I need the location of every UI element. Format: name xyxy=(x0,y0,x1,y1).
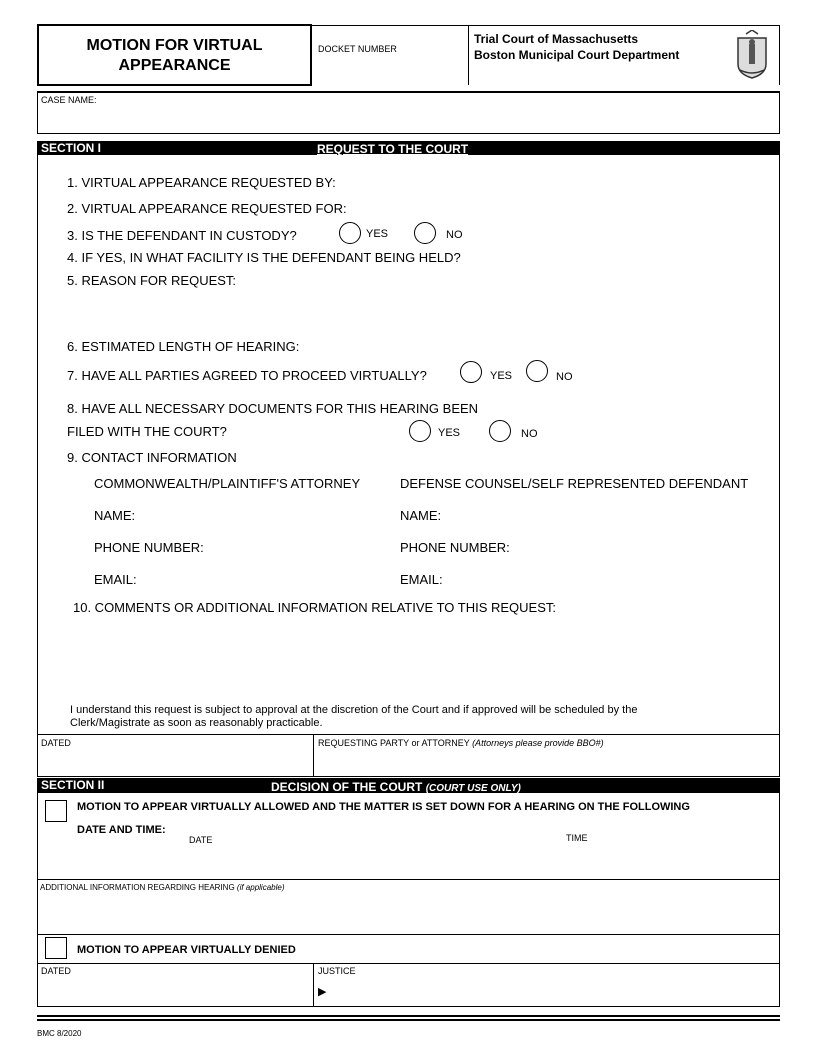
section-1-bar xyxy=(37,141,780,155)
q8-no-label: NO xyxy=(521,428,538,440)
hearing-date-label: DATE xyxy=(189,835,213,845)
section-2-title-text: DECISION OF THE COURT xyxy=(271,780,423,794)
denied-text: MOTION TO APPEAR VIRTUALLY DENIED xyxy=(77,944,296,956)
q8-no-radio[interactable] xyxy=(489,420,511,442)
section-2-bar xyxy=(37,778,780,793)
section-1-left-border xyxy=(37,155,38,734)
additional-info-text: ADDITIONAL INFORMATION REGARDING HEARING xyxy=(40,883,235,892)
form-title-line2: APPEARANCE xyxy=(118,57,231,74)
footer-double-rule xyxy=(37,1015,780,1021)
additional-info-note: (if applicable) xyxy=(236,883,285,892)
contact-right-heading: DEFENSE COUNSEL/SELF REPRESENTED DEFENDANT xyxy=(400,476,749,491)
q7-no-radio[interactable] xyxy=(526,360,548,382)
form-code: BMC 8/2020 xyxy=(37,1029,82,1038)
section-2-title-note: (COURT USE ONLY) xyxy=(425,783,521,794)
docket-box xyxy=(312,25,469,85)
form-title-line1: MOTION FOR VIRTUAL xyxy=(86,37,263,54)
section-2-label: SECTION II xyxy=(41,778,105,792)
court-line2: Boston Municipal Court Department xyxy=(474,48,680,62)
q7-parties-agreed: 7. HAVE ALL PARTIES AGREED TO PROCEED VIRTUALLY? xyxy=(67,368,427,383)
court-name xyxy=(474,31,679,63)
section-2-dated-label: DATED xyxy=(41,966,71,976)
disclaimer-line2: Clerk/Magistrate as soon as reasonably practicable. xyxy=(70,717,323,729)
dated-label: DATED xyxy=(41,738,71,748)
allowed-text-line2: DATE AND TIME: xyxy=(77,824,166,836)
contact-right-phone: PHONE NUMBER: xyxy=(400,540,510,555)
requesting-party-note: (Attorneys please provide BBO#) xyxy=(472,738,604,748)
contact-left-heading: COMMONWEALTH/PLAINTIFF'S ATTORNEY xyxy=(94,476,361,491)
additional-info-label xyxy=(40,883,285,892)
court-line1: Trial Court of Massachusetts xyxy=(474,32,639,46)
q3-no-radio[interactable] xyxy=(414,222,436,244)
q9-contact-info: 9. CONTACT INFORMATION xyxy=(67,450,237,465)
q10-comments: 10. COMMENTS OR ADDITIONAL INFORMATION RELATIVE TO THIS REQUEST: xyxy=(73,600,556,615)
q3-yes-label: YES xyxy=(366,228,389,240)
q3-yes-radio[interactable] xyxy=(339,222,361,244)
allowed-checkbox[interactable] xyxy=(45,800,67,822)
massachusetts-seal-icon xyxy=(734,30,770,80)
contact-left-email: EMAIL: xyxy=(94,572,137,587)
contact-left-name: NAME: xyxy=(94,508,136,523)
denied-checkbox[interactable] xyxy=(45,937,67,959)
allowed-text-line1: MOTION TO APPEAR VIRTUALLY ALLOWED AND THE MATTER IS SET DOWN FOR A HEARING ON THE FOLLOWING xyxy=(77,801,690,813)
justice-label: JUSTICE xyxy=(318,966,356,976)
q8-documents-filed-line2: FILED WITH THE COURT? xyxy=(67,424,227,439)
section-2-title xyxy=(271,780,521,796)
requesting-party-text: REQUESTING PARTY or ATTORNEY xyxy=(318,738,470,748)
q7-yes-label: YES xyxy=(490,370,513,382)
case-name-label: CASE NAME: xyxy=(41,95,97,105)
q3-no-label: NO xyxy=(446,229,463,241)
section-1-title: REQUEST TO THE COURT xyxy=(317,142,469,156)
q7-yes-radio[interactable] xyxy=(460,361,482,383)
q3-in-custody: 3. IS THE DEFENDANT IN CUSTODY? xyxy=(67,228,297,243)
q4-facility: 4. IF YES, IN WHAT FACILITY IS THE DEFENDANT BEING HELD? xyxy=(67,250,461,265)
case-name-box xyxy=(37,91,780,134)
hearing-time-label: TIME xyxy=(566,833,588,843)
q7-no-label: NO xyxy=(556,371,573,383)
justice-divider xyxy=(313,963,314,1007)
q8-yes-radio[interactable] xyxy=(409,420,431,442)
form-title xyxy=(37,36,312,76)
contact-left-phone: PHONE NUMBER: xyxy=(94,540,204,555)
dated-divider xyxy=(313,734,314,777)
section-1-label: SECTION I xyxy=(41,141,102,155)
requesting-party-label xyxy=(318,738,604,748)
contact-right-email: EMAIL: xyxy=(400,572,443,587)
q5-reason: 5. REASON FOR REQUEST: xyxy=(67,273,237,288)
docket-number-label: DOCKET NUMBER xyxy=(318,44,397,54)
justice-signature-arrow-icon: ▶ xyxy=(318,986,327,998)
section-1-right-border xyxy=(779,155,780,734)
justice-row xyxy=(37,963,780,1007)
contact-right-name: NAME: xyxy=(400,508,442,523)
additional-info-top-rule xyxy=(37,879,780,880)
q1-requested-by: 1. VIRTUAL APPEARANCE REQUESTED BY: xyxy=(67,175,336,190)
q2-requested-for: 2. VIRTUAL APPEARANCE REQUESTED FOR: xyxy=(67,201,347,216)
q6-length: 6. ESTIMATED LENGTH OF HEARING: xyxy=(67,339,300,354)
disclaimer xyxy=(70,704,637,730)
q8-yes-label: YES xyxy=(438,427,461,439)
q8-documents-filed-line1: 8. HAVE ALL NECESSARY DOCUMENTS FOR THIS HEARING BEEN xyxy=(67,401,479,416)
disclaimer-line1: I understand this request is subject to approval at the discretion of the Court and if approved will be scheduled by the xyxy=(70,704,638,716)
additional-info-bottom-rule xyxy=(37,934,780,935)
